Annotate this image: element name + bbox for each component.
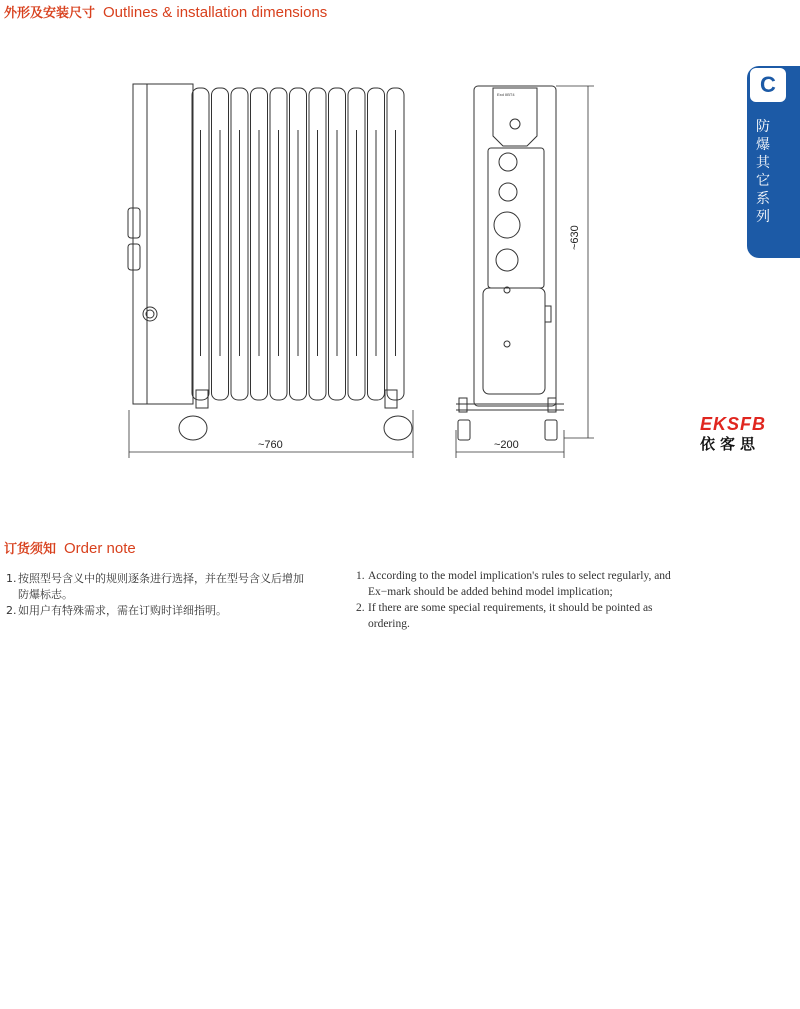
note-number: 2. xyxy=(356,602,365,614)
indicator-light xyxy=(499,183,517,201)
category-vertical-label: 防爆其它系列 xyxy=(756,119,770,225)
left-wheel xyxy=(179,416,207,440)
right-wheel xyxy=(384,416,412,440)
brand-logo xyxy=(700,414,766,454)
note-text: 按照型号含义中的规则逐条进行选择，并在型号含义后增加防爆标志。 xyxy=(18,572,304,601)
side-wheel xyxy=(545,420,557,440)
note-item xyxy=(356,568,696,600)
note-text: According to the model implication's rules to select regularly, and Ex−mark should be added behind model implication; xyxy=(368,570,671,598)
width-label: ~760 xyxy=(258,439,283,451)
junction-box xyxy=(483,288,545,394)
note-item xyxy=(6,603,306,619)
order-section-title xyxy=(4,538,136,557)
side-view xyxy=(456,86,564,440)
outlines-title-cn: 外形及安装尺寸 xyxy=(4,6,96,21)
side-wheel xyxy=(458,420,470,440)
nameplate-label: Exd IIBT4 xyxy=(497,92,515,97)
indicator-light xyxy=(499,153,517,171)
note-text: If there are some special requirements, it should be pointed as ordering. xyxy=(368,602,653,630)
note-number: 1. xyxy=(6,572,17,585)
note-number: 2. xyxy=(6,604,17,617)
height-dimension xyxy=(556,86,594,438)
height-label: ~630 xyxy=(569,225,581,250)
outlines-title-en: Outlines & installation dimensions xyxy=(103,4,328,21)
radiator-fins xyxy=(192,88,404,400)
note-text: 如用户有特殊需求，需在订购时详细指明。 xyxy=(18,604,227,617)
note-item xyxy=(6,571,306,603)
selector-knob xyxy=(496,249,518,271)
order-title-cn: 订货须知 xyxy=(4,542,57,557)
selector-knob xyxy=(494,212,520,238)
control-box xyxy=(133,84,193,404)
front-view xyxy=(128,84,412,440)
order-title-en: Order note xyxy=(64,540,136,557)
category-letter: C xyxy=(750,68,786,102)
note-item xyxy=(356,600,696,632)
logo-cn-text: 依客思 xyxy=(700,435,761,453)
order-notes-cn xyxy=(6,571,306,619)
note-number: 1. xyxy=(356,570,365,582)
depth-label: ~200 xyxy=(494,439,519,451)
order-notes-en xyxy=(356,568,696,632)
logo-brand-text: EKSFB xyxy=(700,414,767,434)
